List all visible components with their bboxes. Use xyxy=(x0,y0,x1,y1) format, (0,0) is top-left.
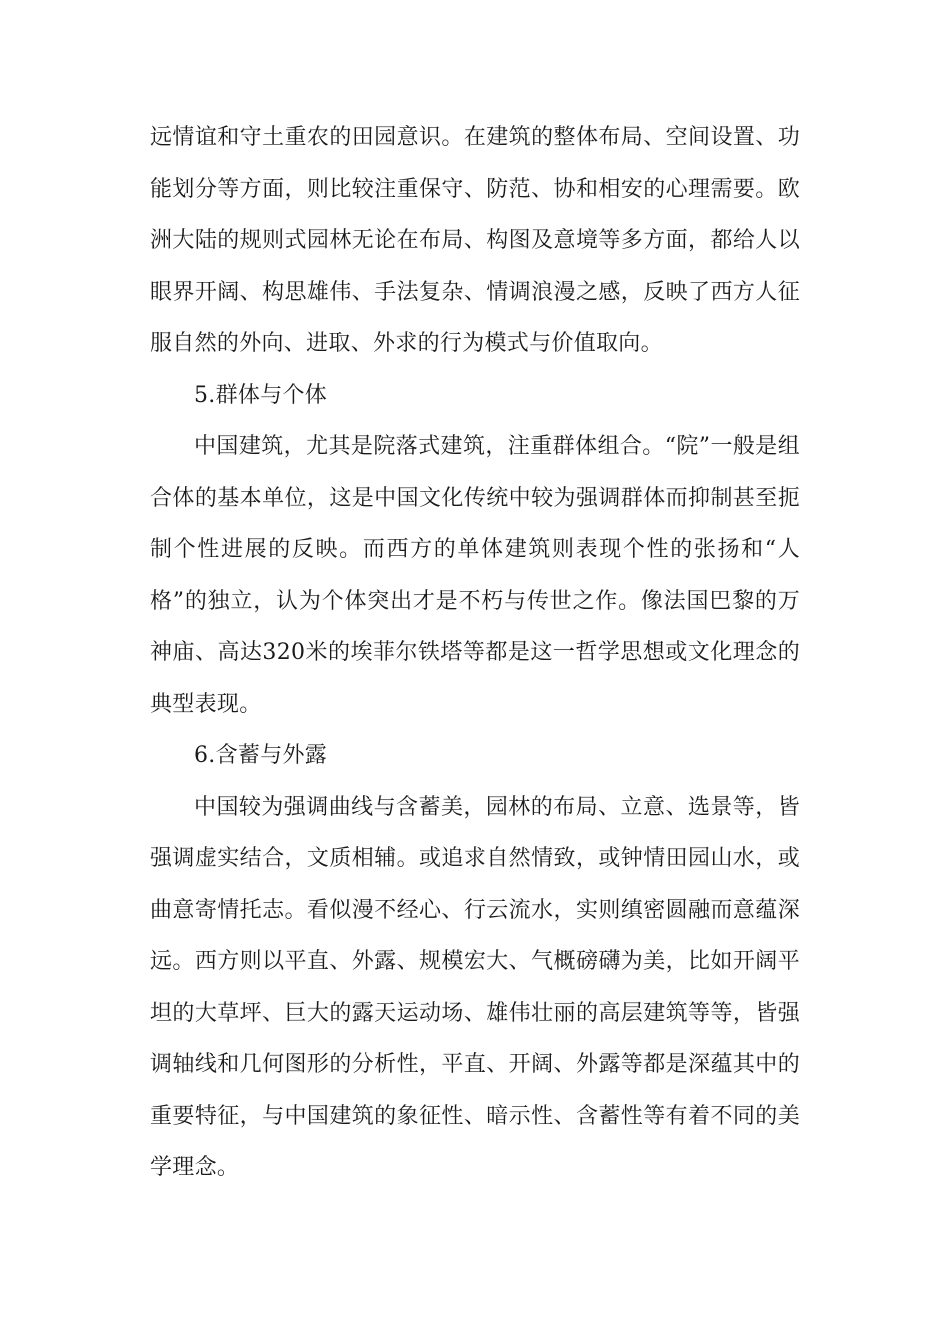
section-heading-group-vs-individual: 5.群体与个体 xyxy=(194,382,328,408)
section-heading-subtle-vs-exposed: 6.含蓄与外露 xyxy=(194,743,328,768)
paragraph-subtle-vs-exposed: 中国较为强调曲线与含蓄美，园林的布局、立意、选景等，皆强调虚实结合，文质相辅。或追求自然情致，或钟情田园山水，或曲意寄情托志。看似漫不经心、行云流水，实则缜密圆融而意蕴深远。西方则以平直、外露、规模宏大、气概磅礴为美，比如开阔平坦的大草坪、巨大的露天运动场、雄伟壮丽的高层建筑等等，皆强调轴线和几何图形的分析性，平直、开阔、外露等都是深蕴其中的重要特征，与中国建筑的象征性、暗示性、含蓄性等有着不同的美学理念。 xyxy=(150,794,800,1180)
paragraph-continuation: 远情谊和守土重农的田园意识。在建筑的整体布局、空间设置、功能划分等方面，则比较注重保守、防范、协和相安的心理需要。欧洲大陆的规则式园林无论在布局、构图及意境等多方面，都给人以眼界开阔、构思雄伟、手法复杂、情调浪漫之感，反映了西方人征服自然的外向、进取、外求的行为模式与价值取向。 xyxy=(150,125,800,356)
paragraph-group-vs-individual: 中国建筑，尤其是院落式建筑，注重群体组合。“院”一般是组合体的基本单位，这是中国文化传统中较为强调群体而抑制甚至扼制个性进展的反映。而西方的单体建筑则表现个性的张扬和“人格”的独立，认为个体突出才是不朽与传世之作。像法国巴黎的万神庙、高达320米的埃菲尔铁塔等都是这一哲学思想或文化理念的典型表现。 xyxy=(150,434,800,717)
document-body xyxy=(150,112,800,1194)
